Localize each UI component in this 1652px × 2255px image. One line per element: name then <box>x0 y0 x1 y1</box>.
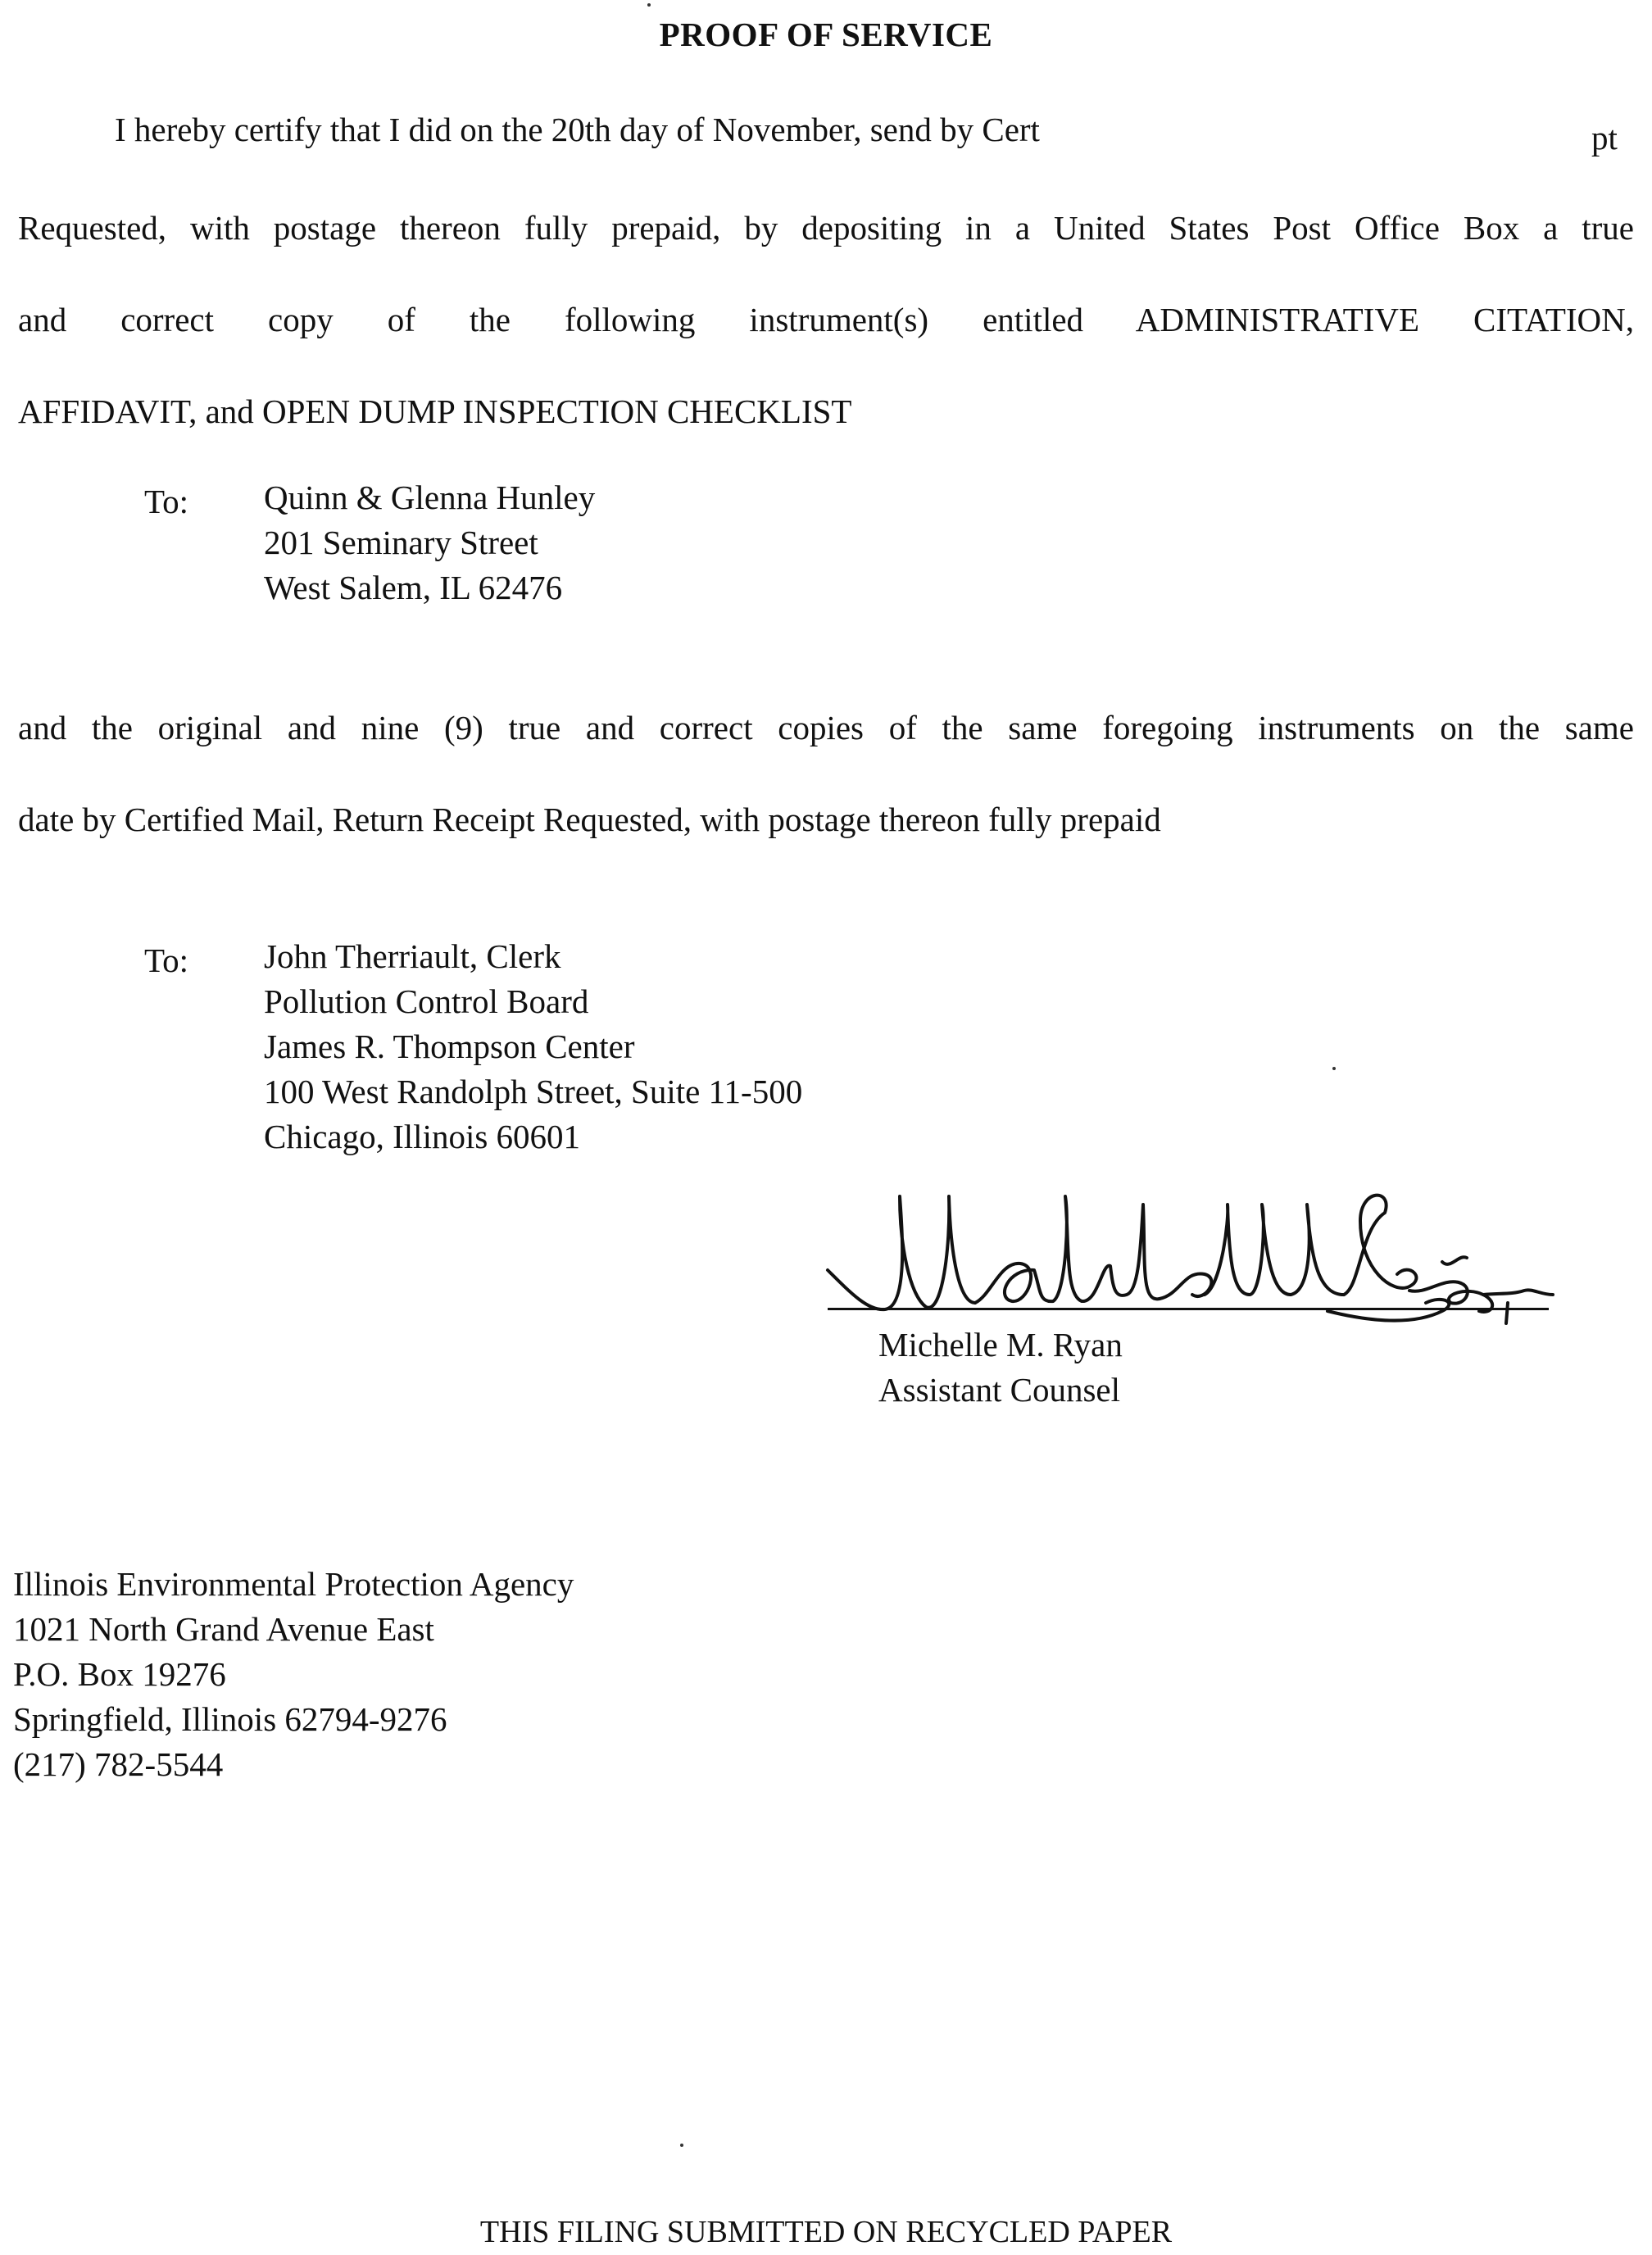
recipient1-to-label: To: <box>144 483 189 520</box>
document-title: PROOF OF SERVICE <box>659 16 993 53</box>
paragraph1-line4: AFFIDAVIT, and OPEN DUMP INSPECTION CHECKLIST <box>18 392 852 430</box>
recipient2-name: John Therriault, Clerk <box>264 937 561 975</box>
recipient1-address <box>264 475 595 610</box>
agency-name: Illinois Environmental Protection Agency <box>13 1565 574 1603</box>
scan-speck <box>1332 1067 1336 1070</box>
agency-phone: (217) 782-5544 <box>13 1745 224 1783</box>
paragraph1-line1-left: I hereby certify that I did on the 20th day of November, send by Cert <box>115 111 1040 148</box>
agency-address <box>13 1562 574 1787</box>
paragraph1-line1-right: pt <box>1591 119 1618 157</box>
signer-block <box>878 1323 1123 1413</box>
signature-line <box>828 1308 1549 1310</box>
scan-speck <box>680 2144 683 2147</box>
paragraph1-line3: and correct copy of the following instrument(s) entitled ADMINISTRATIVE CITATION, <box>18 301 1634 338</box>
agency-po-box: P.O. Box 19276 <box>13 1655 226 1693</box>
agency-street: 1021 North Grand Avenue East <box>13 1610 434 1648</box>
signer-title: Assistant Counsel <box>878 1371 1120 1409</box>
paragraph2-line1: and the original and nine (9) true and correct copies of the same foregoing instruments on the same <box>18 709 1634 746</box>
recipient2-street: 100 West Randolph Street, Suite 11-500 <box>264 1073 803 1110</box>
recipient2-organization: Pollution Control Board <box>264 982 589 1020</box>
recipient2-to-label: To: <box>144 941 189 979</box>
recipient2-building: James R. Thompson Center <box>264 1028 635 1065</box>
recycled-paper-footer: THIS FILING SUBMITTED ON RECYCLED PAPER <box>479 2215 1173 2249</box>
agency-city: Springfield, Illinois 62794-9276 <box>13 1700 447 1738</box>
recipient1-name: Quinn & Glenna Hunley <box>264 479 596 516</box>
recipient2-city: Chicago, Illinois 60601 <box>264 1118 581 1155</box>
paragraph2-line2: date by Certified Mail, Return Receipt Requested, with postage thereon fully prepaid <box>18 801 1161 838</box>
signer-name: Michelle M. Ryan <box>878 1326 1123 1363</box>
recipient1-city: West Salem, IL 62476 <box>264 569 563 606</box>
scan-speck <box>647 3 651 7</box>
paragraph1-line2: Requested, with postage thereon fully prepaid, by depositing in a United States Post Office Box a true <box>18 209 1634 247</box>
recipient1-street: 201 Seminary Street <box>264 524 538 561</box>
recipient2-address <box>264 934 802 1159</box>
